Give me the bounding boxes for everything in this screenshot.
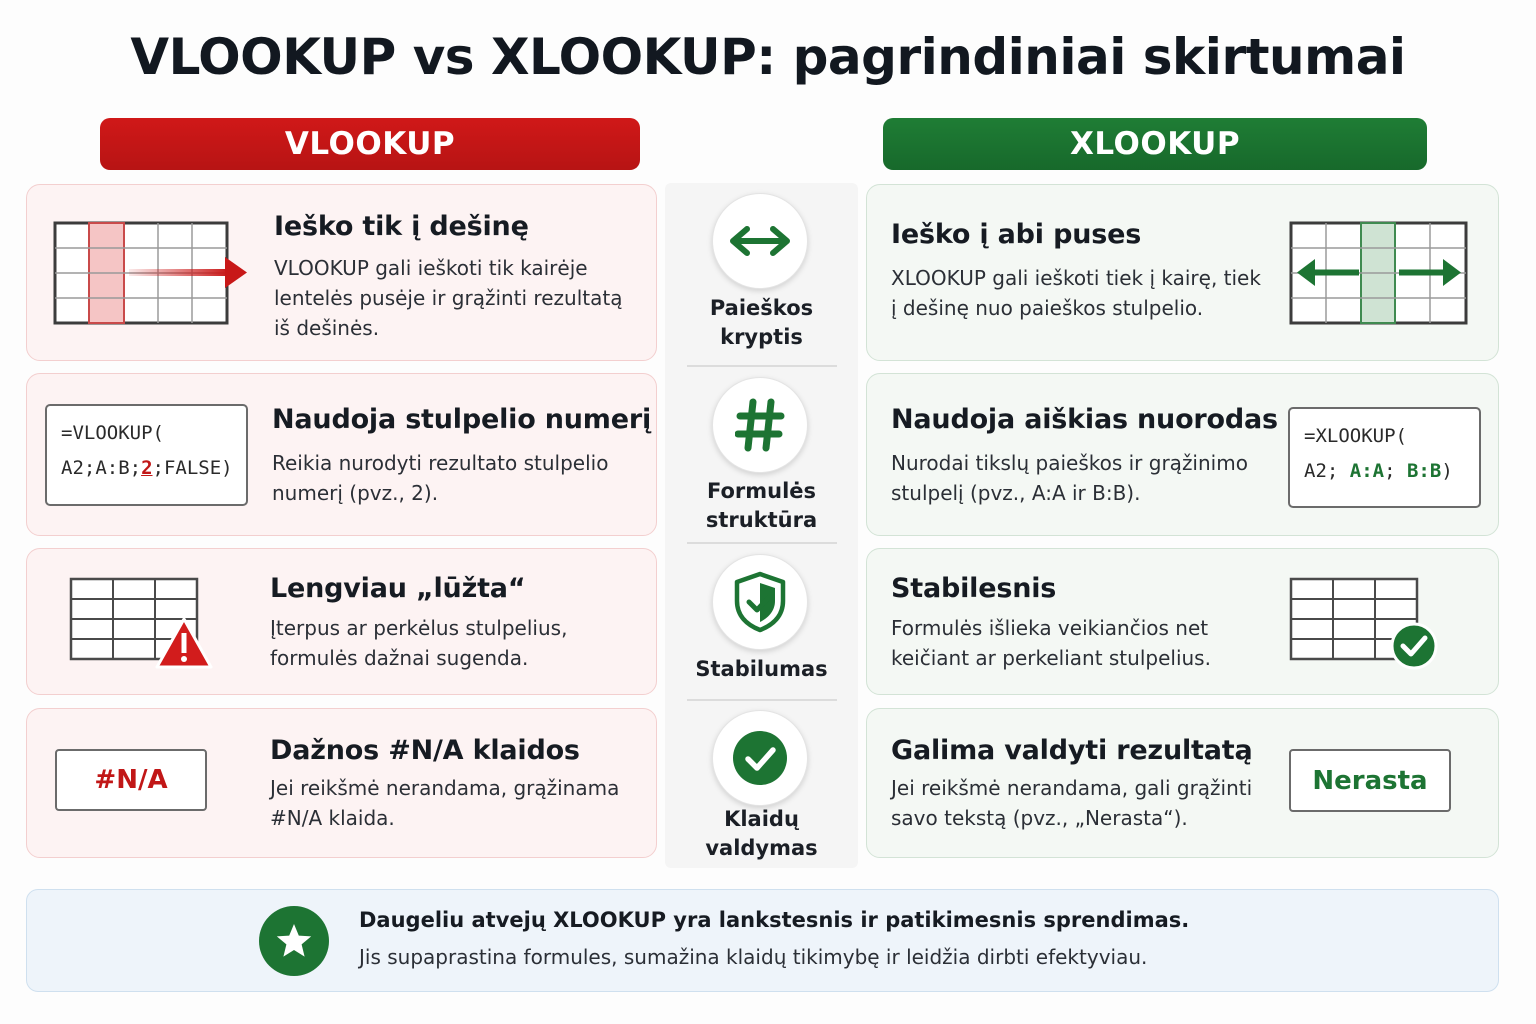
label-line: Klaidų — [724, 807, 799, 831]
formula-args: ;FALSE) — [152, 457, 233, 479]
column-number: 2 — [141, 457, 153, 479]
comparison-categories — [665, 183, 858, 868]
card-title: Stabilesnis — [891, 573, 1057, 604]
card-text: Nurodai tikslų paieškos ir grąžinimo stulpelį (pvz., A:A ir B:B). — [891, 451, 1248, 505]
card-text: Jei reikšmė nerandama, gali grąžinti savo tekstą (pvz., „Nerasta“). — [891, 776, 1253, 830]
vlookup-card-stability — [26, 548, 657, 695]
shield-check-icon — [712, 554, 808, 650]
table-arrows-both-icon — [1289, 221, 1469, 325]
label-line: kryptis — [720, 325, 803, 349]
label-line: Paieškos — [709, 296, 814, 320]
lookup-range: A:A — [1349, 460, 1385, 482]
vlookup-card-errors — [26, 708, 657, 858]
vlookup-card-direction — [26, 184, 657, 361]
divider — [687, 699, 837, 701]
xlookup-card-errors — [866, 708, 1499, 858]
formula-line — [1304, 454, 1465, 489]
card-text: Formulės išlieka veikiančios net keičiant ar perkeliant stulpelius. — [891, 616, 1211, 670]
formula-line: =XLOOKUP( — [1304, 425, 1407, 447]
return-range: B:B — [1406, 460, 1442, 482]
table-warning-icon — [69, 575, 214, 670]
summary-headline: Daugeliu atvejų XLOOKUP yra lankstesnis ir patikimesnis sprendimas. — [359, 908, 1190, 932]
label-line: struktūra — [705, 508, 818, 532]
hash-icon — [712, 377, 808, 473]
card-text: Reikia nurodyti rezultato stulpelio numerį (pvz., 2). — [272, 451, 609, 505]
star-icon — [259, 906, 329, 976]
card-title: Naudoja aiškias nuorodas — [891, 404, 1278, 435]
xlookup-card-stability — [866, 548, 1499, 695]
label-line: valdymas — [705, 836, 818, 860]
card-title: Lengviau „lūžta“ — [270, 573, 526, 604]
card-title: Ieško į abi puses — [891, 219, 1142, 250]
category-label-direction — [665, 294, 858, 352]
xlookup-header: XLOOKUP — [883, 118, 1427, 170]
formula-args: A2; — [1304, 460, 1350, 482]
card-title: Galima valdyti rezultatą — [891, 735, 1253, 766]
formula-args: ) — [1441, 460, 1453, 482]
card-text: VLOOKUP gali ieškoti tik kairėje lentelės pusėje ir grąžinti rezultatą iš dešinės. — [274, 256, 623, 340]
label-line: Stabilumas — [695, 657, 828, 681]
table-arrow-right-icon — [53, 221, 253, 325]
check-circle-icon — [712, 710, 808, 806]
divider — [687, 542, 837, 544]
double-arrow-icon — [712, 193, 808, 289]
formula-args: ; — [1384, 460, 1407, 482]
xlookup-formula-box — [1288, 407, 1481, 508]
formula-line — [61, 451, 232, 486]
xlookup-card-direction — [866, 184, 1499, 361]
vlookup-formula-box — [45, 404, 248, 506]
summary-text: Jis supaprastina formules, sumažina klaidų tikimybę ir leidžia dirbti efektyviau. — [359, 945, 1148, 969]
page-title: VLOOKUP vs XLOOKUP: pagrindiniai skirtumai — [130, 28, 1406, 86]
category-label-structure — [665, 477, 858, 535]
divider — [687, 365, 837, 367]
card-text: Įterpus ar perkėlus stulpelius, formulės dažnai sugenda. — [270, 616, 568, 670]
card-text: XLOOKUP gali ieškoti tiek į kairę, tiek į dešinę nuo paieškos stulpelio. — [891, 266, 1261, 320]
xlookup-card-structure — [866, 373, 1499, 536]
vlookup-header: VLOOKUP — [100, 118, 640, 170]
formula-args: A2;A:B; — [61, 457, 142, 479]
vlookup-card-structure — [26, 373, 657, 536]
na-error-badge: #N/A — [55, 749, 207, 811]
category-label-stability — [665, 655, 858, 684]
formula-line: =VLOOKUP( — [61, 422, 164, 444]
label-line: Formulės — [706, 479, 817, 503]
table-check-icon — [1289, 575, 1439, 671]
card-title: Dažnos #N/A klaidos — [270, 735, 580, 766]
category-label-errors — [665, 805, 858, 863]
card-text: Jei reikšmė nerandama, grąžinama #N/A klaida. — [270, 776, 620, 830]
card-title: Ieško tik į dešinę — [274, 211, 529, 242]
custom-result-badge: Nerasta — [1289, 749, 1451, 812]
summary-banner — [26, 889, 1499, 992]
card-title: Naudoja stulpelio numerį — [272, 404, 652, 435]
